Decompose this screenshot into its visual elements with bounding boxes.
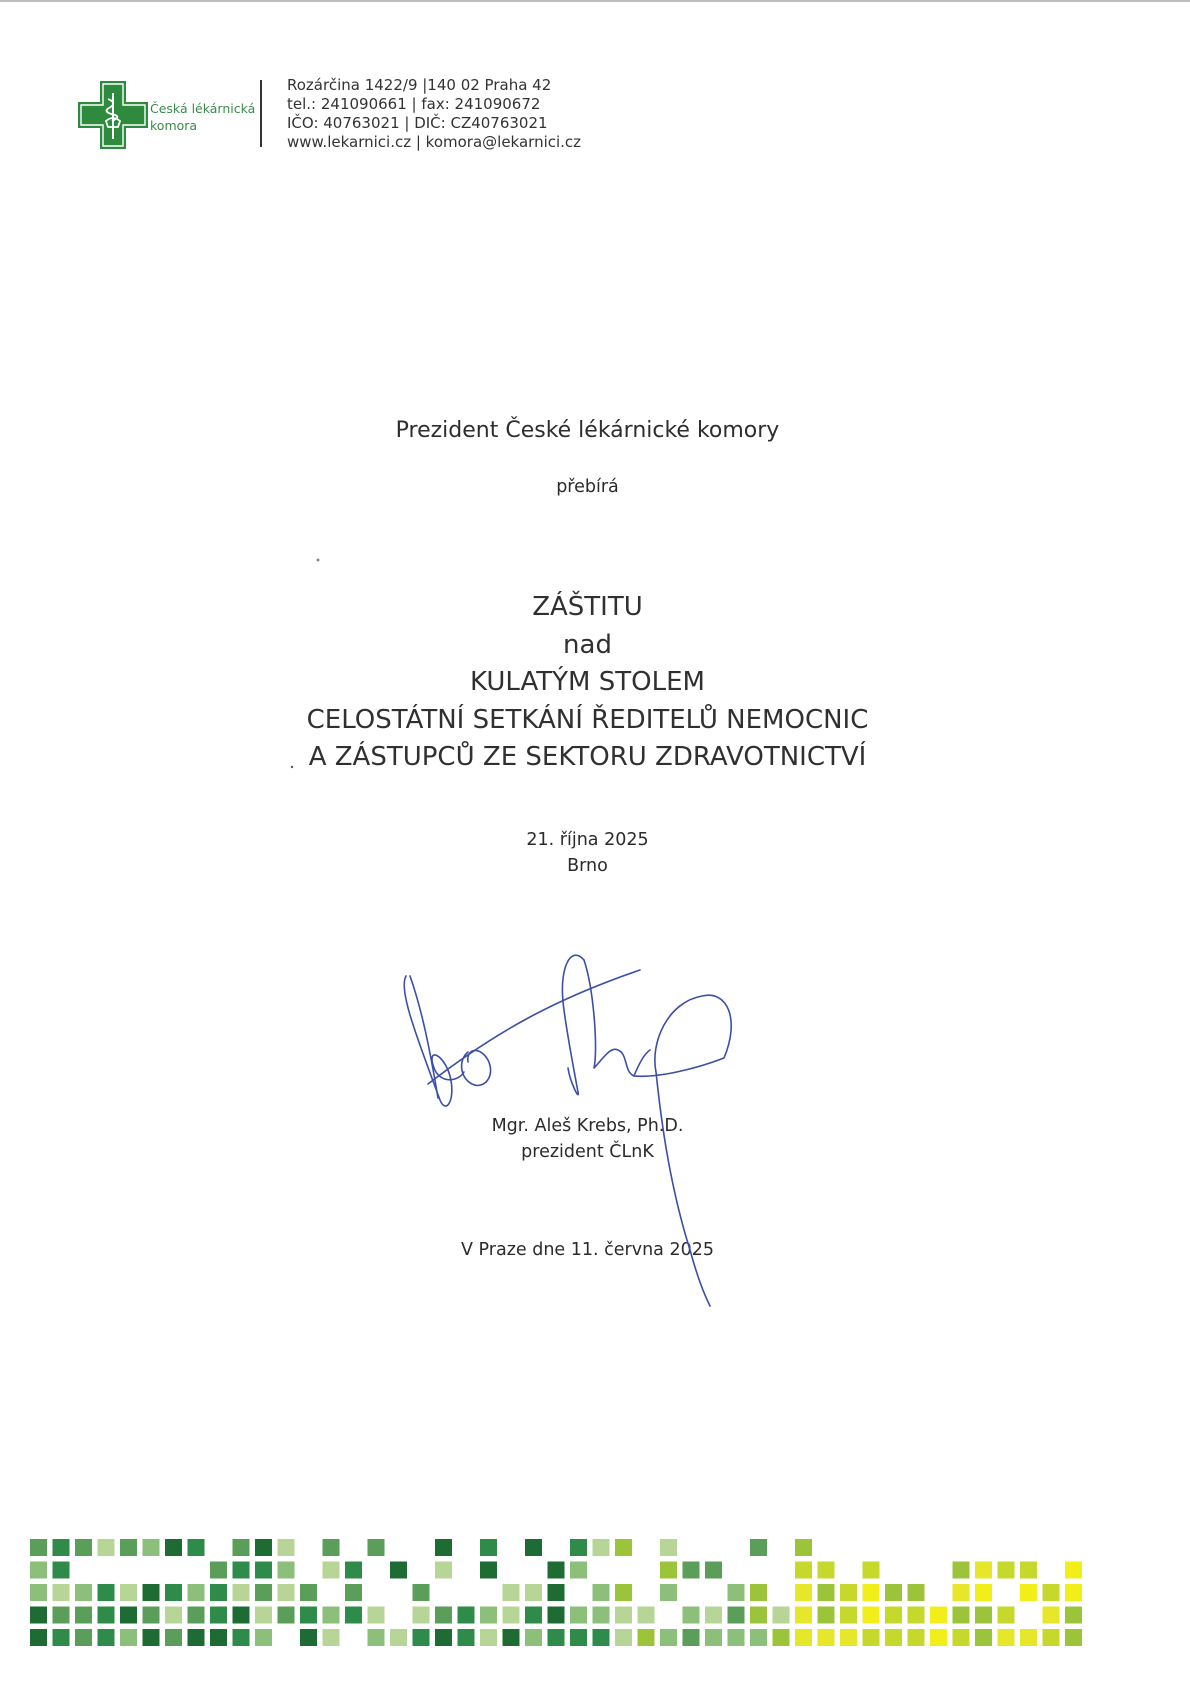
mosaic-square bbox=[840, 1584, 857, 1601]
mosaic-square bbox=[660, 1562, 677, 1579]
mosaic-square bbox=[998, 1629, 1015, 1646]
mosaic-square bbox=[413, 1607, 430, 1624]
mosaic-square bbox=[795, 1539, 812, 1556]
mosaic-square bbox=[1043, 1607, 1060, 1624]
mosaic-square bbox=[75, 1607, 92, 1624]
mosaic-square bbox=[165, 1539, 182, 1556]
mosaic-square bbox=[368, 1607, 385, 1624]
mosaic-square bbox=[323, 1629, 340, 1646]
mosaic-square bbox=[998, 1607, 1015, 1624]
mosaic-square bbox=[233, 1607, 250, 1624]
title-line: CELOSTÁTNÍ SETKÁNÍ ŘEDITELŮ NEMOCNIC bbox=[306, 704, 869, 735]
mosaic-square bbox=[840, 1629, 857, 1646]
mosaic-square bbox=[30, 1607, 47, 1624]
mosaic-square bbox=[120, 1629, 137, 1646]
mosaic-square bbox=[548, 1629, 565, 1646]
mosaic-square bbox=[413, 1584, 430, 1601]
scan-edge bbox=[0, 0, 1190, 2]
mosaic-square bbox=[300, 1584, 317, 1601]
mosaic-square bbox=[390, 1562, 407, 1579]
mosaic-square bbox=[188, 1629, 205, 1646]
mosaic-square bbox=[863, 1562, 880, 1579]
mosaic-square bbox=[143, 1539, 160, 1556]
mosaic-square bbox=[975, 1584, 992, 1601]
mosaic-square bbox=[660, 1539, 677, 1556]
mosaic-square bbox=[503, 1629, 520, 1646]
mosaic-square bbox=[233, 1539, 250, 1556]
mosaic-square bbox=[998, 1562, 1015, 1579]
mosaic-square bbox=[660, 1584, 677, 1601]
mosaic-square bbox=[120, 1607, 137, 1624]
mosaic-square bbox=[683, 1607, 700, 1624]
mosaic-square bbox=[345, 1584, 362, 1601]
mosaic-square bbox=[368, 1629, 385, 1646]
mosaic-square bbox=[53, 1562, 70, 1579]
title-line: nad bbox=[563, 629, 612, 660]
mosaic-square bbox=[435, 1562, 452, 1579]
mosaic-square bbox=[1065, 1562, 1082, 1579]
mosaic-square bbox=[908, 1584, 925, 1601]
mosaic-square bbox=[1043, 1584, 1060, 1601]
mosaic-square bbox=[233, 1584, 250, 1601]
mosaic-square bbox=[1065, 1629, 1082, 1646]
mosaic-square bbox=[300, 1607, 317, 1624]
mosaic-square bbox=[750, 1607, 767, 1624]
mosaic-square bbox=[503, 1584, 520, 1601]
mosaic-square bbox=[953, 1562, 970, 1579]
mosaic-square bbox=[1065, 1607, 1082, 1624]
mosaic-square bbox=[278, 1562, 295, 1579]
mosaic-square bbox=[615, 1607, 632, 1624]
decorative-mosaic bbox=[0, 1535, 1190, 1655]
mosaic-square bbox=[885, 1607, 902, 1624]
mosaic-square bbox=[683, 1629, 700, 1646]
mosaic-square bbox=[120, 1584, 137, 1601]
mosaic-square bbox=[570, 1629, 587, 1646]
verb-line: přebírá bbox=[556, 477, 619, 497]
mosaic-square bbox=[548, 1584, 565, 1601]
mosaic-square bbox=[975, 1562, 992, 1579]
mosaic-square bbox=[480, 1629, 497, 1646]
organization-name-line2: komora bbox=[150, 118, 198, 133]
mosaic-square bbox=[300, 1629, 317, 1646]
mosaic-square bbox=[818, 1629, 835, 1646]
mosaic-square bbox=[525, 1539, 542, 1556]
mosaic-square bbox=[53, 1607, 70, 1624]
mosaic-square bbox=[278, 1607, 295, 1624]
mosaic-square bbox=[1065, 1584, 1082, 1601]
mosaic-square bbox=[210, 1562, 227, 1579]
mosaic-square bbox=[593, 1629, 610, 1646]
mosaic-square bbox=[570, 1607, 587, 1624]
mosaic-square bbox=[255, 1539, 272, 1556]
mosaic-square bbox=[1020, 1562, 1037, 1579]
mosaic-square bbox=[458, 1607, 475, 1624]
mosaic-square bbox=[98, 1584, 115, 1601]
mosaic-square bbox=[570, 1562, 587, 1579]
mosaic-square bbox=[525, 1584, 542, 1601]
mosaic-square bbox=[368, 1539, 385, 1556]
mosaic-square bbox=[593, 1607, 610, 1624]
mosaic-square bbox=[75, 1584, 92, 1601]
mosaic-square bbox=[615, 1539, 632, 1556]
title-line: A ZÁSTUPCŮ ZE SEKTORU ZDRAVOTNICTVÍ bbox=[308, 742, 867, 772]
mosaic-square bbox=[53, 1584, 70, 1601]
mosaic-square bbox=[953, 1584, 970, 1601]
mosaic-square bbox=[278, 1584, 295, 1601]
signer-role: prezident ČLnK bbox=[521, 1142, 654, 1162]
mosaic-square bbox=[705, 1562, 722, 1579]
mosaic-square bbox=[30, 1584, 47, 1601]
mosaic-square bbox=[210, 1584, 227, 1601]
mosaic-square bbox=[975, 1629, 992, 1646]
mosaic-square bbox=[210, 1607, 227, 1624]
mosaic-square bbox=[795, 1562, 812, 1579]
mosaic-square bbox=[953, 1607, 970, 1624]
mosaic-square bbox=[413, 1629, 430, 1646]
mosaic-square bbox=[593, 1539, 610, 1556]
mosaic-square bbox=[30, 1539, 47, 1556]
mosaic-square bbox=[390, 1629, 407, 1646]
mosaic-square bbox=[840, 1607, 857, 1624]
mosaic-square bbox=[750, 1629, 767, 1646]
mosaic-square bbox=[30, 1629, 47, 1646]
signer-name: Mgr. Aleš Krebs, Ph.D. bbox=[491, 1116, 684, 1136]
mosaic-square bbox=[98, 1629, 115, 1646]
mosaic-square bbox=[255, 1629, 272, 1646]
mosaic-square bbox=[480, 1607, 497, 1624]
mosaic-square bbox=[480, 1562, 497, 1579]
mosaic-square bbox=[795, 1584, 812, 1601]
mosaic-square bbox=[143, 1584, 160, 1601]
mosaic-square bbox=[885, 1629, 902, 1646]
president-line: Prezident České lékárnické komory bbox=[395, 418, 780, 443]
mosaic-square bbox=[143, 1629, 160, 1646]
mosaic-square bbox=[975, 1607, 992, 1624]
mosaic-square bbox=[863, 1607, 880, 1624]
header-divider bbox=[260, 80, 262, 147]
mosaic-square bbox=[233, 1629, 250, 1646]
mosaic-square bbox=[638, 1629, 655, 1646]
mosaic-square bbox=[705, 1629, 722, 1646]
mosaic-square bbox=[278, 1539, 295, 1556]
mosaic-square bbox=[525, 1607, 542, 1624]
mosaic-square bbox=[750, 1539, 767, 1556]
title-line: ZÁŠTITU bbox=[532, 592, 643, 622]
mosaic-square bbox=[345, 1607, 362, 1624]
mosaic-square bbox=[908, 1607, 925, 1624]
contact-ids: IČO: 40763021 | DIČ: CZ40763021 bbox=[287, 114, 548, 132]
mosaic-square bbox=[773, 1629, 790, 1646]
title-line: KULATÝM STOLEM bbox=[470, 667, 705, 697]
mosaic-square bbox=[638, 1607, 655, 1624]
mosaic-square bbox=[98, 1539, 115, 1556]
mosaic-square bbox=[53, 1629, 70, 1646]
mosaic-square bbox=[30, 1562, 47, 1579]
mosaic-square bbox=[570, 1539, 587, 1556]
mosaic-square bbox=[210, 1629, 227, 1646]
mosaic-square bbox=[750, 1584, 767, 1601]
mosaic-square bbox=[773, 1607, 790, 1624]
contact-block bbox=[287, 76, 581, 152]
mosaic-square bbox=[53, 1539, 70, 1556]
contact-web: www.lekarnici.cz | komora@lekarnici.cz bbox=[287, 133, 582, 151]
mosaic-square bbox=[1020, 1584, 1037, 1601]
place-and-date: V Praze dne 11. června 2025 bbox=[461, 1240, 714, 1260]
mosaic-square bbox=[165, 1607, 182, 1624]
mosaic-square bbox=[323, 1607, 340, 1624]
mosaic-square bbox=[503, 1607, 520, 1624]
organization-name-line1: Česká lékárnická bbox=[150, 101, 256, 116]
mosaic-square bbox=[165, 1629, 182, 1646]
mosaic-square bbox=[143, 1607, 160, 1624]
mosaic-square bbox=[323, 1562, 340, 1579]
mosaic-square bbox=[728, 1607, 745, 1624]
mosaic-square bbox=[1020, 1629, 1037, 1646]
mosaic-square bbox=[818, 1607, 835, 1624]
mosaic-square bbox=[323, 1539, 340, 1556]
mosaic-square bbox=[548, 1562, 565, 1579]
mosaic-square bbox=[615, 1629, 632, 1646]
mosaic-square bbox=[458, 1629, 475, 1646]
patronage-title bbox=[0, 589, 1175, 777]
contact-address: Rozárčina 1422/9 |140 02 Praha 42 bbox=[287, 76, 552, 94]
mosaic-square bbox=[615, 1584, 632, 1601]
mosaic-square bbox=[188, 1607, 205, 1624]
mosaic-square bbox=[255, 1562, 272, 1579]
mosaic-square bbox=[818, 1584, 835, 1601]
mosaic-square bbox=[255, 1584, 272, 1601]
mosaic-square bbox=[188, 1539, 205, 1556]
mosaic-square bbox=[345, 1562, 362, 1579]
event-info bbox=[0, 827, 1175, 879]
mosaic-square bbox=[908, 1629, 925, 1646]
handwritten-signature bbox=[398, 950, 738, 1310]
mosaic-square bbox=[480, 1539, 497, 1556]
mosaic-square bbox=[1043, 1629, 1060, 1646]
mosaic-square bbox=[885, 1584, 902, 1601]
event-date: 21. října 2025 bbox=[526, 830, 649, 850]
mosaic-square bbox=[435, 1629, 452, 1646]
mosaic-square bbox=[435, 1539, 452, 1556]
mosaic-square bbox=[683, 1562, 700, 1579]
event-place: Brno bbox=[567, 856, 608, 876]
mosaic-square bbox=[863, 1629, 880, 1646]
mosaic-square bbox=[795, 1607, 812, 1624]
mosaic-square bbox=[728, 1629, 745, 1646]
mosaic-square bbox=[120, 1539, 137, 1556]
mosaic-square bbox=[863, 1584, 880, 1601]
mosaic-square bbox=[75, 1539, 92, 1556]
mosaic-square bbox=[705, 1607, 722, 1624]
mosaic-square bbox=[255, 1607, 272, 1624]
mosaic-square bbox=[728, 1584, 745, 1601]
mosaic-square bbox=[548, 1607, 565, 1624]
contact-phone: tel.: 241090661 | fax: 241090672 bbox=[287, 95, 541, 113]
organization-name bbox=[150, 100, 255, 134]
mosaic-square bbox=[930, 1607, 947, 1624]
pharmacy-cross-icon bbox=[78, 81, 148, 149]
mosaic-square bbox=[953, 1629, 970, 1646]
mosaic-square bbox=[188, 1584, 205, 1601]
mosaic-square bbox=[930, 1629, 947, 1646]
mosaic-square bbox=[98, 1607, 115, 1624]
mosaic-square bbox=[525, 1629, 542, 1646]
mosaic-square bbox=[593, 1584, 610, 1601]
mosaic-square bbox=[795, 1629, 812, 1646]
mosaic-square bbox=[818, 1562, 835, 1579]
mosaic-square bbox=[165, 1584, 182, 1601]
mosaic-square bbox=[75, 1629, 92, 1646]
mosaic-square bbox=[435, 1607, 452, 1624]
mosaic-square bbox=[233, 1562, 250, 1579]
mosaic-square bbox=[660, 1629, 677, 1646]
